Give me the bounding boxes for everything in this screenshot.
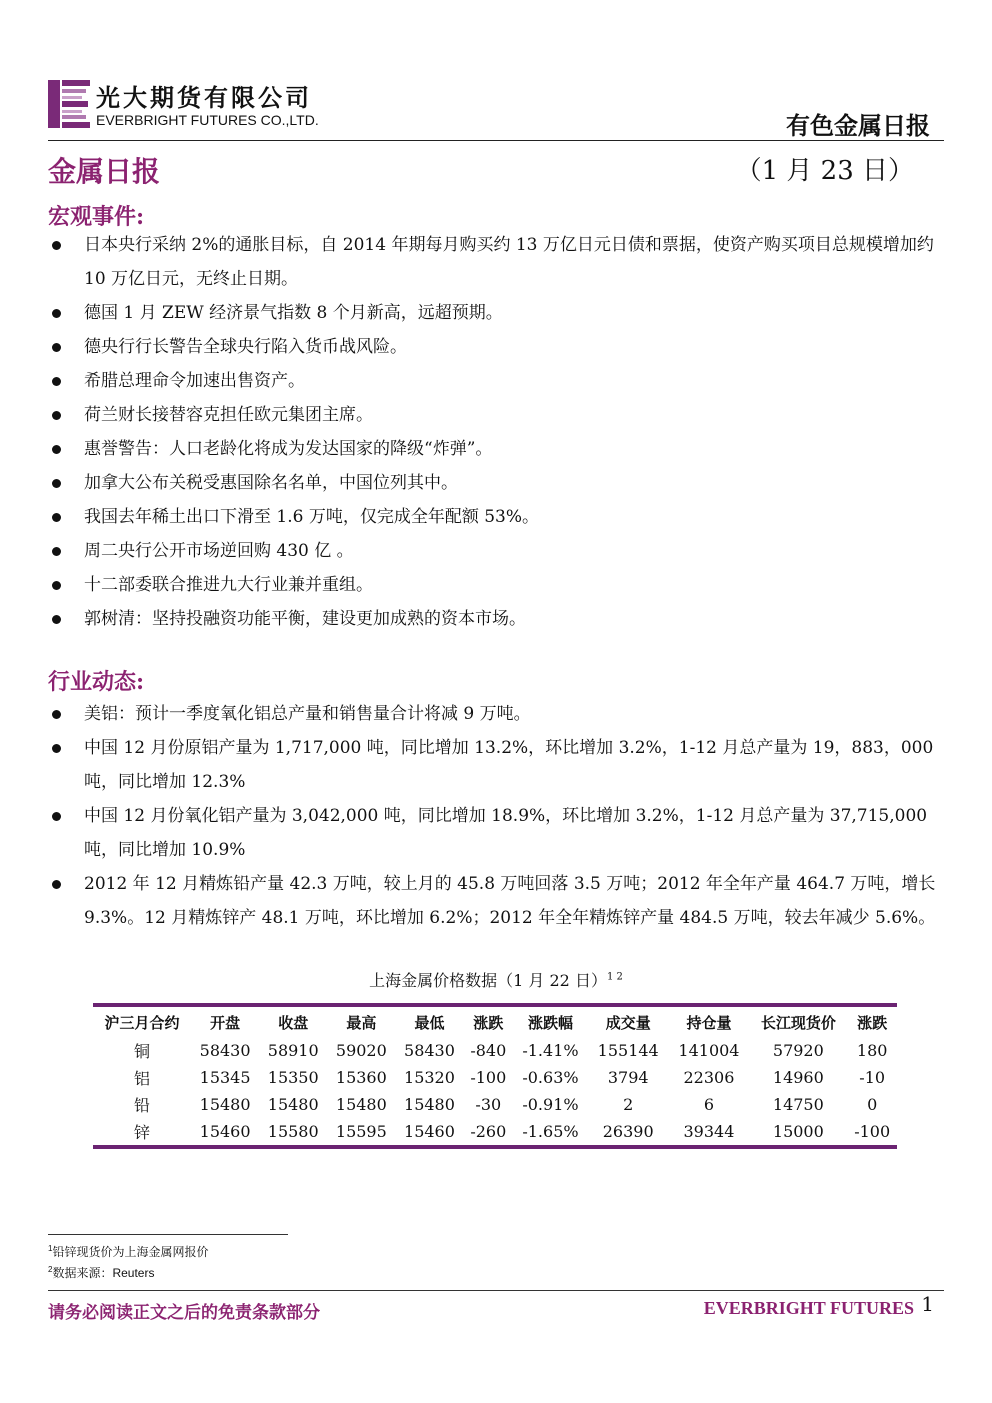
bullet-icon <box>52 241 61 250</box>
everbright-logo-icon <box>48 80 90 128</box>
table-cell: 15480 <box>199 1095 251 1114</box>
table-row <box>93 1118 897 1147</box>
table-cell: 14960 <box>772 1068 824 1087</box>
disclaimer-text: 请务必阅读正文之后的免责条款部分 <box>48 1303 320 1323</box>
table-cell: 141004 <box>678 1041 740 1060</box>
bullet-icon <box>52 377 61 386</box>
table-cell: -10 <box>859 1068 886 1087</box>
table-cell: 26390 <box>602 1122 654 1141</box>
table-cell: -840 <box>470 1041 507 1060</box>
table-cell: 14750 <box>772 1095 824 1114</box>
footer-divider <box>48 1290 944 1291</box>
list-item: 日本央行采纳 2%的通胀目标，自 2014 年期每月购买约 13 万亿日元日债和票据，使资产购买项目总规模增加约 10 万亿日元，无终止日期。 <box>48 228 948 296</box>
list-item: 郭树清：坚持投融资功能平衡，建设更加成熟的资本市场。 <box>48 602 948 636</box>
column-header: 沪三月合约 <box>104 1014 180 1032</box>
list-item: 加拿大公布关税受惠国除名名单，中国位列其中。 <box>48 466 948 500</box>
table-cell: 铜 <box>134 1042 151 1061</box>
table-cell: 15460 <box>199 1122 251 1141</box>
bullet-icon <box>52 744 61 753</box>
table-cell: 15350 <box>267 1068 319 1087</box>
macro-heading: 宏观事件: <box>48 204 145 230</box>
table-cell: 15000 <box>772 1122 824 1141</box>
table-cell: 57920 <box>772 1041 824 1060</box>
table-cell: 58910 <box>267 1041 319 1060</box>
footer-brand: EVERBRIGHT FUTURES <box>703 1298 914 1318</box>
column-header: 收盘 <box>278 1014 309 1032</box>
table-cell: 6 <box>703 1095 715 1114</box>
table-cell: 180 <box>856 1041 888 1060</box>
list-item: 惠誉警告：人口老龄化将成为发达国家的降级“炸弹”。 <box>48 432 948 466</box>
bullet-icon <box>52 411 61 420</box>
column-header: 涨跌幅 <box>527 1014 573 1032</box>
header-divider <box>48 140 944 141</box>
caption-footnote-refs: 1 2 <box>606 971 623 983</box>
list-item: 我国去年稀土出口下滑至 1.6 万吨，仅完成全年配额 53%。 <box>48 500 948 534</box>
table-caption: 上海金属价格数据（1 月 22 日）$^{1 2}$ <box>369 971 623 990</box>
bullet-icon <box>52 547 61 556</box>
footnote-divider <box>48 1234 288 1235</box>
table-cell: 15480 <box>404 1095 455 1114</box>
list-item: 十二部委联合推进九大行业兼并重组。 <box>48 568 948 602</box>
company-name-cn: 光大期货有限公司 <box>96 83 312 112</box>
table-cell: 铅 <box>134 1096 151 1115</box>
table-cell: 59020 <box>335 1041 387 1060</box>
list-item: 荷兰财长接替容克担任欧元集团主席。 <box>48 398 948 432</box>
table-cell: 22306 <box>683 1068 735 1087</box>
table-row <box>93 1091 897 1118</box>
table-cell: -1.65% <box>522 1122 579 1141</box>
table-cell: 58430 <box>199 1041 251 1060</box>
bullet-icon <box>52 479 61 488</box>
footnote: $^2$数据来源：Reuters <box>48 1265 155 1280</box>
column-header: 最高 <box>346 1014 377 1032</box>
bullet-icon <box>52 710 61 719</box>
table-cell: 15345 <box>199 1068 251 1087</box>
table-cell: 155144 <box>597 1041 659 1060</box>
table-cell: 15320 <box>404 1068 455 1087</box>
column-header: 长江现货价 <box>760 1014 836 1032</box>
table-cell: 15480 <box>267 1095 319 1114</box>
table-header-row <box>93 1005 897 1037</box>
table-row <box>93 1064 897 1091</box>
column-header: 涨跌 <box>857 1014 888 1032</box>
table-cell: 15580 <box>267 1122 319 1141</box>
list-item: 美铝：预计一季度氧化铝总产量和销售量合计将减 9 万吨。 <box>48 697 948 731</box>
industry-heading: 行业动态: <box>48 669 145 695</box>
table-cell: 15595 <box>335 1122 387 1141</box>
bullet-icon <box>52 581 61 590</box>
table-cell: -260 <box>470 1122 507 1141</box>
bullet-icon <box>52 343 61 352</box>
column-header: 最低 <box>414 1014 445 1032</box>
bullet-icon <box>52 309 61 318</box>
list-item: 德国 1 月 ZEW 经济景气指数 8 个月新高，远超预期。 <box>48 296 948 330</box>
table-cell: 3794 <box>607 1068 649 1087</box>
footnote: $^1$铅锌现货价为上海金属网报价 <box>48 1244 209 1259</box>
bullet-icon <box>52 513 61 522</box>
list-item: 中国 12 月份原铝产量为 1,717,000 吨，同比增加 13.2%，环比增加 3.2%，1-12 月总产量为 19，883，000 吨，同比增加 12.3% <box>48 731 948 799</box>
table-cell: 0 <box>867 1095 878 1114</box>
page-title: 金属日报 <box>48 155 161 188</box>
document-type: 有色金属日报 <box>786 111 930 140</box>
table-cell: -100 <box>470 1068 507 1087</box>
column-header: 成交量 <box>605 1014 651 1032</box>
bullet-icon <box>52 880 61 889</box>
bullet-icon <box>52 812 61 821</box>
macro-list <box>48 228 948 636</box>
table-cell: 2 <box>623 1095 634 1114</box>
list-item: 中国 12 月份氧化铝产量为 3,042,000 吨，同比增加 18.9%，环比增加 3.2%，1-12 月总产量为 37,715,000 吨，同比增加 10.9% <box>48 799 948 867</box>
table-cell: -30 <box>475 1095 502 1114</box>
bullet-icon <box>52 445 61 454</box>
company-name-en: EVERBRIGHT FUTURES CO.,LTD. <box>96 112 319 128</box>
list-item: 希腊总理命令加速出售资产。 <box>48 364 948 398</box>
table-cell: -0.63% <box>522 1068 579 1087</box>
industry-list <box>48 697 948 935</box>
table-cell: 15460 <box>404 1122 455 1141</box>
list-item: 周二央行公开市场逆回购 430 亿 。 <box>48 534 948 568</box>
table-cell: 铝 <box>134 1069 151 1088</box>
table-cell: 15360 <box>335 1068 387 1087</box>
table-cell: 15480 <box>335 1095 387 1114</box>
list-item: 2012 年 12 月精炼铅产量 42.3 万吨，较上月的 45.8 万吨回落 3.5 万吨；2012 年全年产量 464.7 万吨，增长 9.3%。12 月精炼锌产 48.1 万吨，环比增加 6.2%；2012 年全年精炼锌产量 484.5 万吨，较去年减少 5.6%。 <box>48 867 948 935</box>
list-item: 德央行行长警告全球央行陷入货币战风险。 <box>48 330 948 364</box>
table-cell: -1.41% <box>522 1041 579 1060</box>
metal-price-table <box>93 1003 897 1149</box>
page-number: 1 <box>921 1292 934 1316</box>
table-cell: 锌 <box>134 1123 151 1142</box>
report-date: （1 月 23 日） <box>735 156 914 186</box>
table-cell: 58430 <box>404 1041 455 1060</box>
column-header: 持仓量 <box>686 1014 732 1032</box>
column-header: 开盘 <box>210 1014 241 1032</box>
bullet-icon <box>52 615 61 624</box>
table-cell: 39344 <box>683 1122 735 1141</box>
column-header: 涨跌 <box>473 1014 504 1032</box>
table-cell: -100 <box>854 1122 891 1141</box>
table-row <box>93 1037 897 1064</box>
table-cell: -0.91% <box>522 1095 579 1114</box>
